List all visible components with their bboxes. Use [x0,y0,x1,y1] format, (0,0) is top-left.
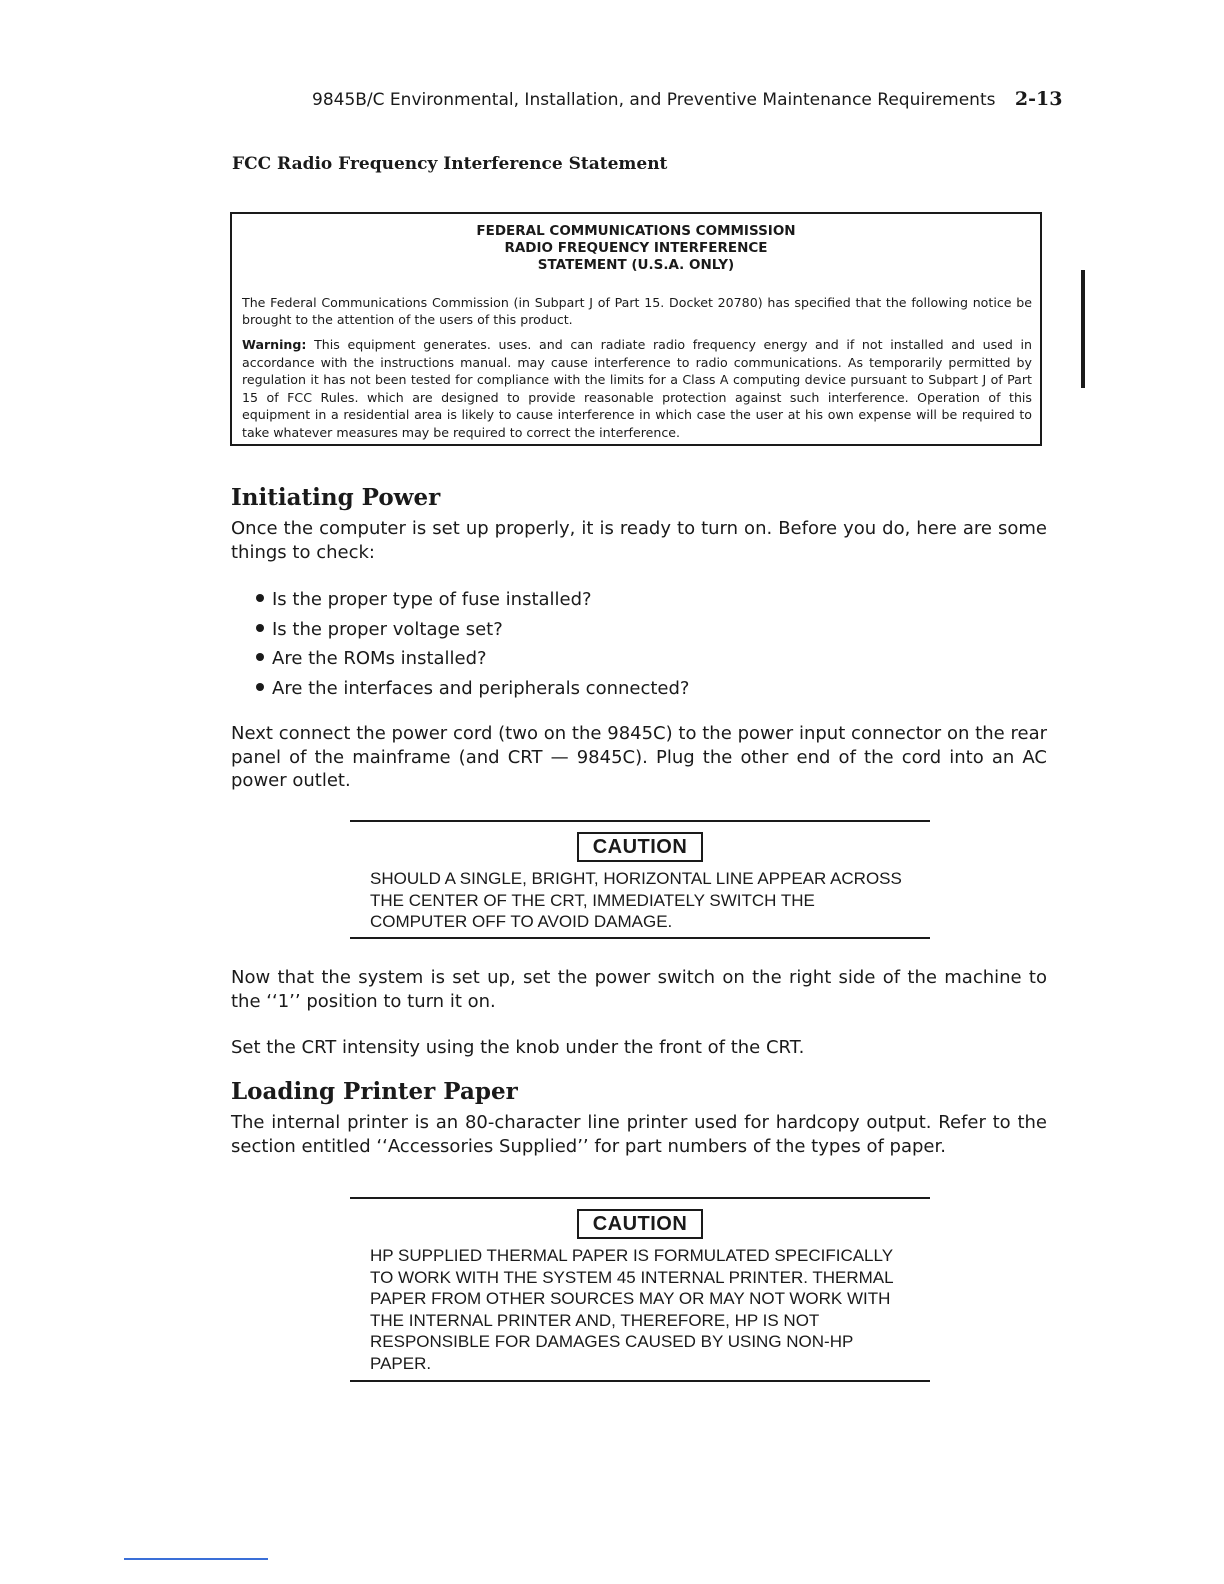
power-switch-paragraph: Now that the system is set up, set the power switch on the right side of the machine to the ‘‘1’’ position to turn it on. [231,967,1047,1012]
bullet-icon [256,683,264,691]
bullet-icon [256,594,264,602]
fcc-title-line-3: STATEMENT (U.S.A. ONLY) [537,257,735,273]
running-header [312,88,1063,110]
power-cord-paragraph: Next connect the power cord (two on the 9845C) to the power input connector on the rear panel of the mainframe (and CRT — 9845C). Plug the other end of the cord into an AC power outlet. [231,723,1047,791]
caution-text: SHOULD A SINGLE, BRIGHT, HORIZONTAL LINE APPEAR ACROSS THE CENTER OF THE CRT, IMMEDIATELY SWITCH THE COMPUTER OFF TO AVOID DAMAGE. [370,869,902,931]
list-item: Are the ROMs installed? [256,647,690,677]
fcc-box-title [232,223,1040,274]
list-item: Is the proper type of fuse installed? [256,588,690,618]
bullet-icon [256,653,264,661]
fcc-warning-paragraph [242,336,1032,441]
caution-label: CAUTION [577,832,704,862]
fcc-heading: FCC Radio Frequency Interference Statement [232,154,668,174]
caution-bottom-rule [350,1380,930,1382]
caution-block-crt [350,820,930,939]
fcc-statement-box [230,212,1042,446]
caution-block-paper [350,1197,930,1382]
initiating-power-intro: Once the computer is set up properly, it is ready to turn on. Before you do, here are some things to check: [231,518,1047,563]
warning-label: Warning: [242,337,307,352]
caution-label: CAUTION [577,1209,704,1239]
page-number: 2-13 [1014,88,1063,110]
list-item: Is the proper voltage set? [256,618,690,648]
crt-intensity-paragraph: Set the CRT intensity using the knob under the front of the CRT. [231,1037,805,1058]
fcc-notice-paragraph: The Federal Communications Commission (in Subpart J of Part 15. Docket 20780) has specified that the following notice be brought to the attention of the users of this product. [242,295,1032,327]
warning-text: This equipment generates. uses. and can radiate radio frequency energy and if not installed and used in accordance with the instructions manual. may cause interference to radio communications. As temporarily permitted by regulation it has not been tested for compliance with the limits for a Class A computing device pursuant to Subpart J of Part 15 of FCC Rules. which are designed to provide reasonable protection against such interference. Operation of this equipment in a residential area is likely to cause interference in which case the user at his own expense will be required to take whatever measures may be required to correct the interference. [242,337,1032,440]
bullet-icon [256,624,264,632]
footnote-rule [124,1558,268,1560]
caution-bottom-rule [350,937,930,939]
initiating-power-heading: Initiating Power [231,484,441,511]
fcc-title-line-2: RADIO FREQUENCY INTERFERENCE [504,240,768,256]
loading-paper-heading: Loading Printer Paper [231,1078,518,1105]
running-title: 9845B/C Environmental, Installation, and Preventive Maintenance Requirements [312,90,996,110]
caution-text: HP SUPPLIED THERMAL PAPER IS FORMULATED SPECIFICALLY TO WORK WITH THE SYSTEM 45 INTERNAL PRINTER. THERMAL PAPER FROM OTHER SOURCES MAY OR MAY NOT WORK WITH THE INTERNAL PRINTER AND, THEREFORE, HP IS NOT RESPONSIBLE FOR DAMAGES CAUSED BY USING NON-HP PAPER. [370,1246,893,1373]
checklist [256,588,690,706]
list-item: Are the interfaces and peripherals connected? [256,677,690,707]
loading-paper-intro: The internal printer is an 80-character line printer used for hardcopy output. Refer to the section entitled ‘‘Accessories Supplied’’ for part numbers of the types of paper. [231,1112,1047,1157]
fcc-title-line-1: FEDERAL COMMUNICATIONS COMMISSION [476,223,796,239]
change-bar [1081,270,1085,388]
